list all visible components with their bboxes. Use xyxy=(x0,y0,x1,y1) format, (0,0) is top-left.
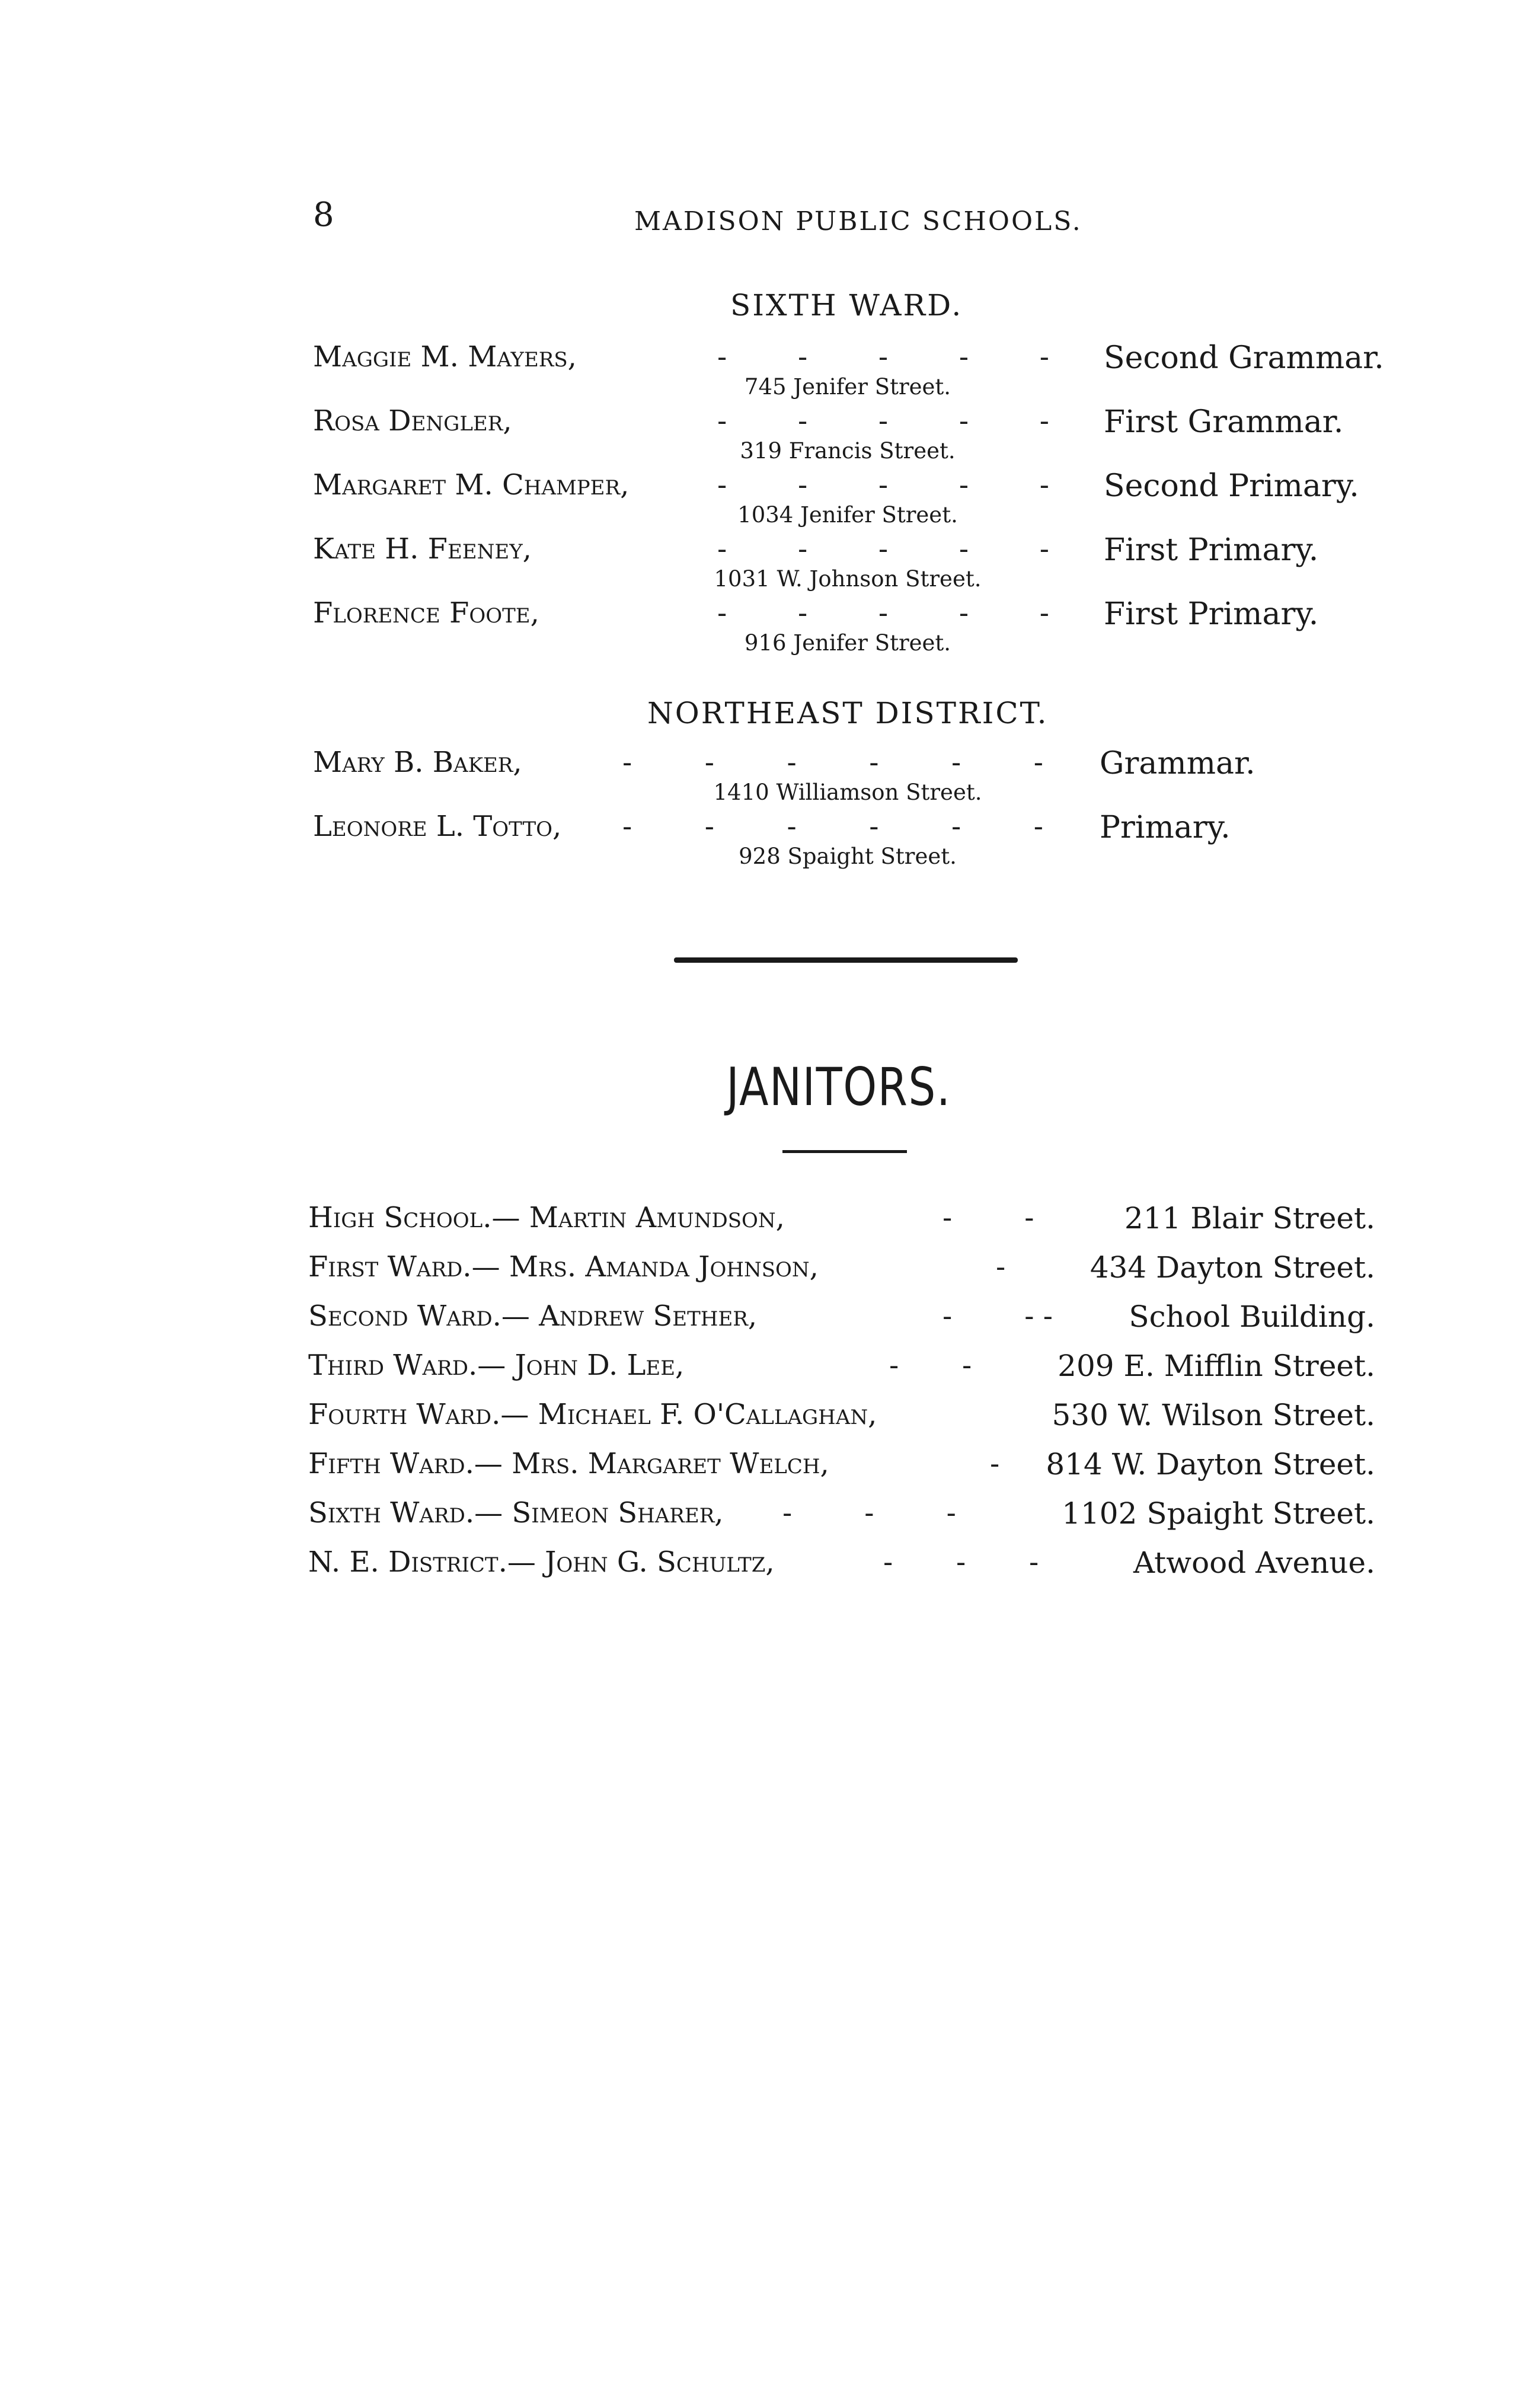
teacher-address: 1410 Williamson Street. xyxy=(713,780,982,805)
janitor-row xyxy=(308,1449,1375,1491)
leader-dashes: - - xyxy=(889,1349,972,1382)
teacher-name: Leonore L. Totto, xyxy=(313,810,562,843)
janitor-name: Fifth Ward.— Mrs. Margaret Welch, xyxy=(308,1447,829,1480)
leader-dashes: - - - - - xyxy=(717,532,1049,566)
teacher-grade: Grammar. xyxy=(1100,746,1255,781)
leader-dashes: - - - xyxy=(942,1299,1053,1333)
janitor-row xyxy=(308,1299,1375,1343)
teacher-grade: First Primary. xyxy=(1104,596,1319,632)
janitor-row xyxy=(308,1351,1375,1393)
leader-dashes: - - - - - - xyxy=(622,810,1043,843)
teacher-address: 745 Jenifer Street. xyxy=(744,374,951,400)
teacher-name: Margaret M. Champer, xyxy=(313,468,630,502)
teacher-grade: First Primary. xyxy=(1104,532,1319,568)
janitor-row xyxy=(308,1250,1375,1294)
janitor-name: High School.— Martin Amundson, xyxy=(308,1201,785,1234)
teacher-row xyxy=(0,468,1540,536)
section-divider xyxy=(674,957,1018,963)
teacher-address: 1031 W. Johnson Street. xyxy=(714,566,982,592)
teacher-address: 319 Francis Street. xyxy=(740,438,956,464)
janitors-title: JANITORS. xyxy=(726,1056,951,1117)
leader-dashes: - - - - - - xyxy=(622,746,1043,779)
leader-dashes: - - - - - xyxy=(717,596,1049,630)
teacher-name: Mary B. Baker, xyxy=(313,746,522,779)
teacher-grade: Primary. xyxy=(1100,810,1231,845)
teacher-row xyxy=(0,748,1540,813)
janitor-address: 209 E. Mifflin Street. xyxy=(1057,1349,1375,1383)
teacher-row xyxy=(0,404,1540,472)
teacher-row xyxy=(0,340,1540,408)
teacher-row xyxy=(0,596,1540,664)
leader-dashes: - - - - - xyxy=(717,404,1049,438)
teacher-address: 1034 Jenifer Street. xyxy=(737,502,958,528)
teacher-name: Florence Foote, xyxy=(313,596,539,630)
janitor-address: 1102 Spaight Street. xyxy=(1062,1496,1375,1531)
teacher-grade: Second Primary. xyxy=(1104,468,1359,504)
leader-dashes: - - - xyxy=(883,1546,1039,1579)
page-number: 8 xyxy=(313,196,334,234)
janitor-name: Fourth Ward.— Michael F. O'Callaghan, xyxy=(308,1398,877,1431)
teacher-address: 916 Jenifer Street. xyxy=(744,630,951,656)
janitor-row xyxy=(308,1496,1375,1540)
teacher-name: Rosa Dengler, xyxy=(313,404,512,438)
teacher-grade: First Grammar. xyxy=(1104,404,1344,440)
janitor-address: 434 Dayton Street. xyxy=(1089,1250,1375,1285)
janitor-name: Third Ward.— John D. Lee, xyxy=(308,1349,685,1382)
janitor-address: 530 W. Wilson Street. xyxy=(1052,1398,1375,1432)
leader-dashes: - - xyxy=(942,1201,1034,1234)
janitor-name: Sixth Ward.— Simeon Sharer, xyxy=(308,1496,724,1530)
leader-dashes: - xyxy=(996,1250,1006,1283)
janitor-name: First Ward.— Mrs. Amanda Johnson, xyxy=(308,1250,819,1283)
northeast-district-heading: NORTHEAST DISTRICT. xyxy=(647,696,1049,730)
janitor-row xyxy=(308,1548,1375,1589)
janitor-address: 211 Blair Street. xyxy=(1124,1201,1375,1235)
janitor-row xyxy=(308,1400,1375,1442)
teacher-name: Kate H. Feeney, xyxy=(313,532,532,566)
teacher-row xyxy=(0,532,1540,600)
janitor-address: School Building. xyxy=(1129,1299,1375,1334)
teacher-name: Maggie M. Mayers, xyxy=(313,340,577,373)
janitor-name: N. E. District.— John G. Schultz, xyxy=(308,1546,775,1579)
title-underline xyxy=(782,1150,907,1153)
sixth-ward-heading: SIXTH WARD. xyxy=(730,288,963,322)
teacher-address: 928 Spaight Street. xyxy=(739,844,957,869)
leader-dashes: - - - - - xyxy=(717,468,1049,502)
janitor-address: Atwood Avenue. xyxy=(1133,1546,1375,1580)
leader-dashes: - xyxy=(990,1447,1000,1480)
janitor-row xyxy=(308,1203,1375,1245)
running-head: MADISON PUBLIC SCHOOLS. xyxy=(634,206,1082,237)
teacher-grade: Second Grammar. xyxy=(1104,340,1384,376)
janitor-name: Second Ward.— Andrew Sether, xyxy=(308,1299,758,1333)
janitor-address: 814 W. Dayton Street. xyxy=(1046,1447,1375,1481)
leader-dashes: - - - - - xyxy=(717,340,1049,373)
leader-dashes: - - - xyxy=(782,1496,956,1530)
teacher-row xyxy=(0,812,1540,877)
